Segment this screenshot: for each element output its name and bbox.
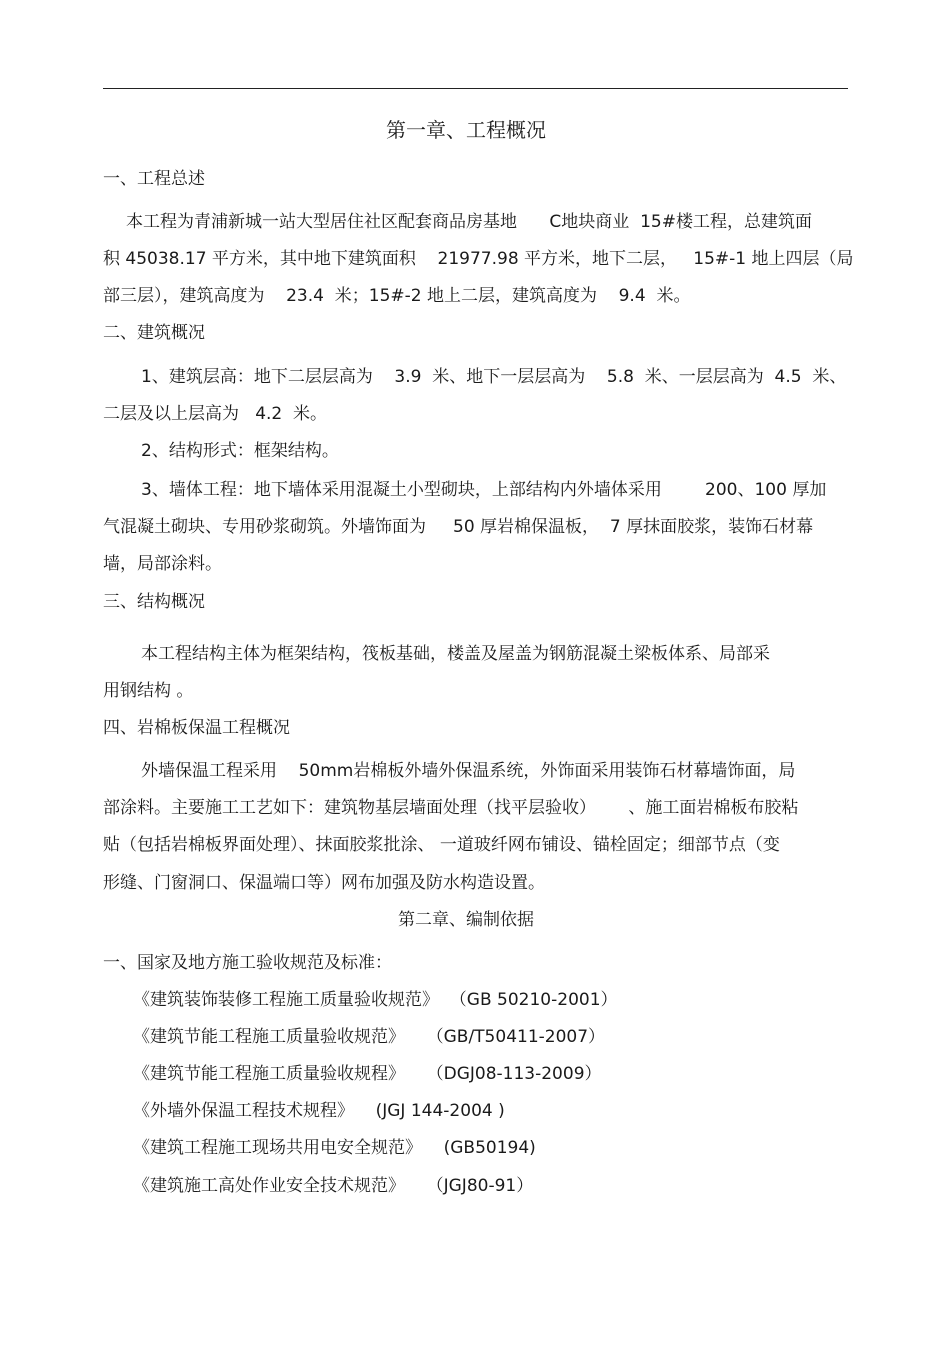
- paragraph-line: 二层及以上层高为 4.2 米。: [103, 404, 328, 424]
- standard-item: 《建筑节能工程施工质量验收规程》 （DGJ08-113-2009）: [133, 1064, 602, 1084]
- paragraph-line: 部涂料。主要施工工艺如下：建筑物基层墙面处理（找平层验收） 、施工面岩棉板布胶粘: [103, 798, 799, 818]
- paragraph-line: 3、墙体工程：地下墙体采用混凝土小型砌块，上部结构内外墙体采用 200、100 厚加: [141, 480, 827, 500]
- paragraph-line: 2、结构形式：框架结构。: [141, 441, 339, 461]
- standard-item: 《建筑装饰装修工程施工质量验收规范》 （GB 50210-2001）: [133, 990, 618, 1010]
- standard-item: 《建筑施工高处作业安全技术规范》 （JGJ80-91）: [133, 1176, 534, 1196]
- section-heading: 二、建筑概况: [103, 323, 205, 343]
- paragraph-line: 用钢结构 。: [103, 681, 194, 701]
- section-heading: 一、工程总述: [103, 169, 205, 189]
- paragraph-line: 贴（包括岩棉板界面处理）、抹面胶浆批涂、 一道玻纤网布铺设、锚栓固定；细部节点（变: [103, 835, 780, 855]
- chapter2-title: 第二章、编制依据: [398, 910, 534, 930]
- paragraph-line: 本工程结构主体为框架结构，筏板基础，楼盖及屋盖为钢筋混凝土梁板体系、局部采: [141, 644, 770, 664]
- paragraph-line: 1、建筑层高：地下二层层高为 3.9 米、地下一层层高为 5.8 米、一层层高为 4.5 米、: [141, 367, 847, 387]
- header-rule: [103, 88, 848, 89]
- paragraph-line: 外墙保温工程采用 50mm岩棉板外墙外保温系统，外饰面采用装饰石材幕墙饰面，局: [141, 761, 796, 781]
- paragraph-line: 气混凝土砌块、专用砂浆砌筑。外墙饰面为 50 厚岩棉保温板， 7 厚抹面胶浆，装饰石材幕: [103, 517, 814, 537]
- paragraph-line: 墙，局部涂料。: [103, 554, 222, 574]
- standard-item: 《建筑工程施工现场共用电安全规范》 (GB50194): [133, 1138, 536, 1158]
- chapter1-title: 第一章、工程概况: [386, 118, 546, 142]
- section-heading: 四、岩棉板保温工程概况: [103, 718, 290, 738]
- standard-item: 《建筑节能工程施工质量验收规范》 （GB/T50411-2007）: [133, 1027, 606, 1047]
- paragraph-line: 部三层），建筑高度为 23.4 米；15#-2 地上二层，建筑高度为 9.4 米。: [103, 286, 691, 306]
- section-heading: 三、结构概况: [103, 592, 205, 612]
- section-heading: 一、国家及地方施工验收规范及标准：: [103, 953, 392, 973]
- paragraph-line: 形缝、门窗洞口、保温端口等）网布加强及防水构造设置。: [103, 873, 545, 893]
- paragraph-line: 积 45038.17 平方米，其中地下建筑面积 21977.98 平方米，地下二层， 15#-1 地上四层（局: [103, 249, 854, 269]
- paragraph-line: 本工程为青浦新城一站大型居住社区配套商品房基地 C地块商业 15#楼工程，总建筑面: [126, 212, 812, 232]
- standard-item: 《外墙外保温工程技术规程》 (JGJ 144-2004 ): [133, 1101, 505, 1121]
